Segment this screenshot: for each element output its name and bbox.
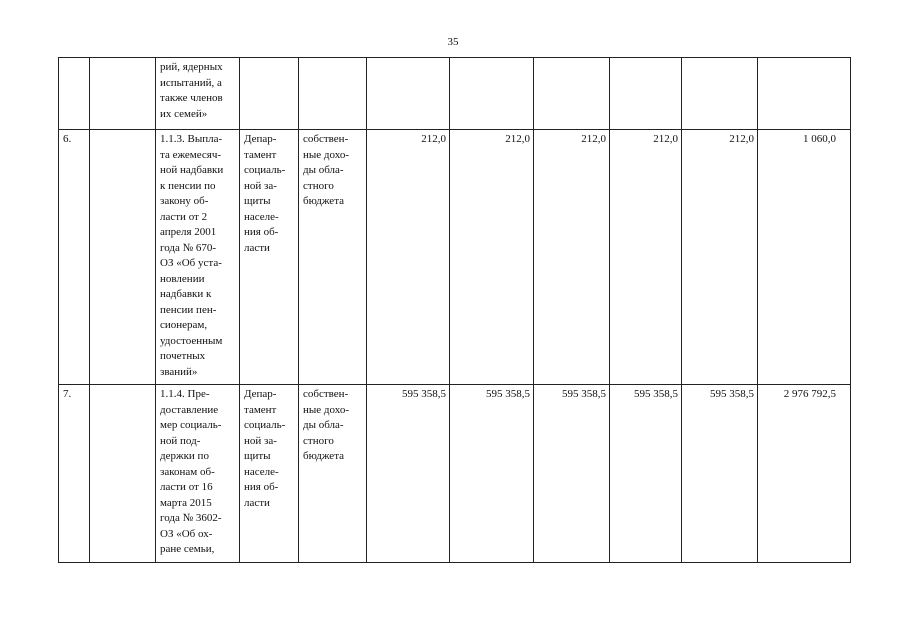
year-value-cell xyxy=(450,58,534,130)
year-value-cell: 595 358,5 xyxy=(534,385,610,563)
year-value-cell xyxy=(682,58,758,130)
executor-cell xyxy=(240,58,299,130)
funding-source-cell xyxy=(299,58,367,130)
total-value-cell: 1 060,0 xyxy=(758,130,851,385)
row-number-cell xyxy=(59,58,90,130)
year-value-cell xyxy=(534,58,610,130)
year-value-cell: 595 358,5 xyxy=(682,385,758,563)
total-value-cell: 2 976 792,5 xyxy=(758,385,851,563)
year-value-cell: 212,0 xyxy=(682,130,758,385)
total-value-cell xyxy=(758,58,851,130)
year-value-cell: 212,0 xyxy=(610,130,682,385)
year-value-cell: 212,0 xyxy=(367,130,450,385)
measure-name-cell: 1.1.4. Пре- доставление мер социаль- ной под- держки по законам об- ласти от 16 марта 2015 года № 3602- ОЗ «Об ох- ране семьи, xyxy=(156,385,240,563)
executor-cell: Депар- тамент социаль- ной за- щиты населе- ния об- ласти xyxy=(240,130,299,385)
table-row xyxy=(59,58,851,130)
funding-source-cell: собствен- ные дохо- ды обла- стного бюджета xyxy=(299,130,367,385)
year-value-cell: 212,0 xyxy=(534,130,610,385)
table-row xyxy=(59,130,851,385)
budget-table xyxy=(58,57,851,563)
page-number: 35 xyxy=(447,36,459,48)
funding-source-cell: собствен- ные дохо- ды обла- стного бюджета xyxy=(299,385,367,563)
year-value-cell: 595 358,5 xyxy=(450,385,534,563)
blank-cell xyxy=(90,130,156,385)
executor-cell: Депар- тамент социаль- ной за- щиты населе- ния об- ласти xyxy=(240,385,299,563)
year-value-cell: 212,0 xyxy=(450,130,534,385)
blank-cell xyxy=(90,385,156,563)
measure-name-cell: 1.1.3. Выпла- та ежемесяч- ной надбавки к пенсии по закону об- ласти от 2 апреля 2001 года № 670- ОЗ «Об уста- новлении надбавки к пенсии пен- сионерам, удостоенным почетных званий» xyxy=(156,130,240,385)
year-value-cell xyxy=(367,58,450,130)
row-number-cell: 6. xyxy=(59,130,90,385)
year-value-cell: 595 358,5 xyxy=(610,385,682,563)
table-row xyxy=(59,385,851,563)
blank-cell xyxy=(90,58,156,130)
year-value-cell: 595 358,5 xyxy=(367,385,450,563)
row-number-cell: 7. xyxy=(59,385,90,563)
measure-name-cell: рий, ядерных испытаний, а также членов их семей» xyxy=(156,58,240,130)
year-value-cell xyxy=(610,58,682,130)
